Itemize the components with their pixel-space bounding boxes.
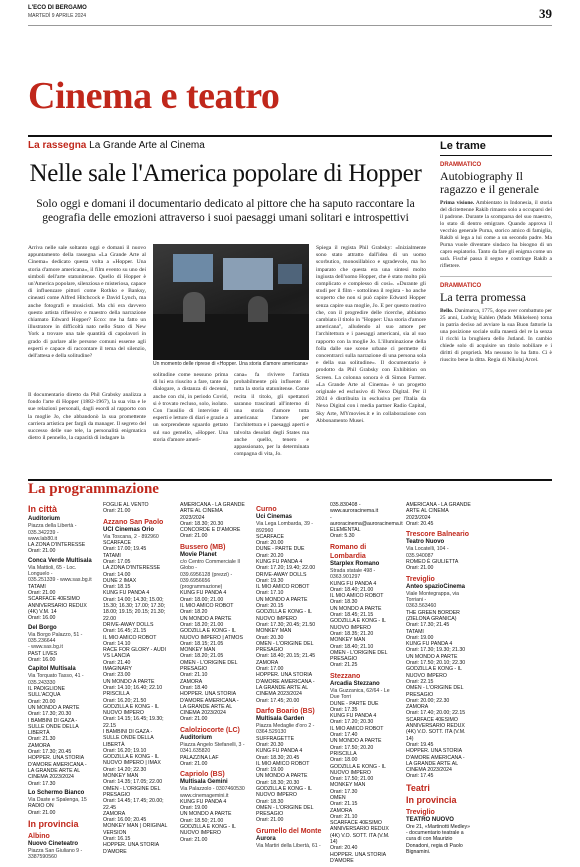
film-showtime: UN MONDO A PARTE xyxy=(330,605,382,612)
film-showtime: DRIVE-AWAY DOLLS xyxy=(256,571,307,578)
film-showtime: GODZILLA E KONG - IL NUOVO IMPERO xyxy=(256,785,312,799)
listing-column xyxy=(256,502,322,852)
film-showtime: Orari: 18.40; 20.15; 21.45 xyxy=(256,653,316,660)
sidebar-item-kicker: DRAMMATICO xyxy=(440,283,482,289)
cinema-address: www.lab80.it xyxy=(28,535,58,542)
film-showtime: MONKEY MAN xyxy=(256,628,292,635)
film-showtime: TATAMI xyxy=(406,628,424,635)
film-showtime: Orari: 21.10 xyxy=(330,813,358,820)
listing-city: Calolziocorte (LC) xyxy=(180,726,240,734)
sidebar-item-body: Bello. Danimarca, 1775, dopo aver combattuto per 25 anni, Ludvig Kahlen (Mads Mikkelsen) torna in patria deciso ad avviare la sua Buon fattorie la una posizione sociale sulla maestà del re la senza il ricchi la brughiera dello Jutland. In cambio chiede solo di acquisire un titolo nobiliare e i diritti di proprietà. Ma nessuno lo ha fatto. Ci è riuscito bene la ditta. Regia di Nikolaj Arcel. xyxy=(440,308,552,363)
film-showtime: KUNG FU PANDA 4 xyxy=(180,590,227,597)
film-showtime: Orari: 23.00 xyxy=(103,672,131,679)
film-showtime: I BAMBINI DI GAZA - SULLE ONDE DELLA LIBERTÀ xyxy=(28,717,79,737)
film-showtime: Orari: 17.35 xyxy=(330,706,358,713)
sidebar-item-kicker: DRAMMATICO xyxy=(440,162,482,168)
film-showtime: Orari: 20.40 xyxy=(330,845,358,852)
listing-city: Romano di Lombardia xyxy=(330,543,367,560)
film-showtime: KUNG FU PANDA 4 xyxy=(180,798,227,805)
film-showtime: AMERICANA - LA GRANDE ARTE AL CINEMA 2023/2024 xyxy=(406,502,471,521)
film-showtime: Orari: 18.20; 21.05 xyxy=(180,653,224,660)
film-showtime: Orari: 22.15 xyxy=(406,678,434,685)
film-showtime: OMEN - L'ORIGINE DEL PRESAGIO xyxy=(406,685,464,698)
film-showtime: Orari: 21.00 xyxy=(180,533,208,540)
listing-section-title: In città xyxy=(28,504,58,514)
film-showtime: OMEN xyxy=(330,794,346,801)
film-showtime: Orari: 19.45 xyxy=(406,741,434,748)
cinema-listing xyxy=(180,552,246,723)
film-showtime: Orari: 18.40; 21.00 xyxy=(330,586,374,593)
film-showtime: KUNG FU PANDA 4 xyxy=(406,641,453,648)
film-showtime: GODZILLA E KONG - IL NUOVO IMPERO xyxy=(180,824,236,837)
cinema-listing xyxy=(103,502,169,515)
film-showtime: ZAMORA xyxy=(28,742,51,749)
cinema-listing xyxy=(28,790,94,816)
film-showtime: Orari: 20.30 xyxy=(256,741,284,748)
film-showtime: KUNG FU PANDA 4 xyxy=(330,580,377,587)
film-showtime: Orari: 18.30 xyxy=(330,599,358,606)
cinema-address: Via Martiri della Libertà, 61 - xyxy=(256,842,321,849)
film-showtime: OMEN - L'ORIGINE DEL PRESAGIO xyxy=(330,649,388,663)
listing-column xyxy=(406,502,472,858)
film-showtime: Orari: 14.20; 22.30 xyxy=(103,766,147,773)
cinema-listing xyxy=(406,539,472,571)
film-showtime: IL MIO AMICO ROBOT xyxy=(256,760,310,767)
film-showtime: Orari: 20.30 xyxy=(256,634,284,641)
cinema-name: Teatro Nuovo xyxy=(406,539,445,546)
cinema-name: Arcadia Stezzano xyxy=(330,680,380,687)
listing-column xyxy=(103,502,169,858)
film-showtime: Orari: 20.00; 22.30 xyxy=(406,697,450,704)
film-showtime: Orari: 21.40 xyxy=(103,659,131,666)
film-showtime: DRIVE-AWAY DOLLS xyxy=(103,621,154,628)
listing-city: Grumello del Monte xyxy=(256,827,322,835)
film-showtime: Orari: 14.45; 17.45; 20.00; 22.45 xyxy=(103,798,164,811)
cinema-listing xyxy=(103,527,169,855)
listing-city: Curno xyxy=(256,506,277,513)
cinema-name: Anteo spazioCinema xyxy=(406,583,466,590)
film-showtime: Orari: 20.45 xyxy=(406,520,434,527)
film-showtime: - auroracinema@auroracinema.it xyxy=(330,514,403,527)
film-showtime: Orari: 21.00 xyxy=(406,565,434,572)
film-showtime: GODZILLA E KONG - IL NUOVO IMPERO xyxy=(256,609,312,622)
film-showtime: Orari: 18.30; 20.30 xyxy=(180,520,224,527)
film-showtime: Orari: 16.20; 19.10 xyxy=(103,747,147,754)
film-showtime: Orari: 18.15; 21.05 xyxy=(180,640,224,647)
film-showtime: 035.830408 - www.auroracinema.it xyxy=(330,502,379,515)
film-showtime: Orari: 18.30 xyxy=(256,798,284,805)
sidebar-item-title: La terra promessa xyxy=(440,290,526,304)
publication-name: L'ECO DI BERGAMO xyxy=(28,5,87,11)
film-showtime: GODZILLA E KONG - IL NUOVO IMPERO | IMAX xyxy=(103,754,161,767)
cinema-address: Via Palazzolo - 0307460530 xyxy=(180,786,245,793)
cinema-address: www.cinemagemini.it xyxy=(180,792,229,799)
listing-city: Trescore Balneario xyxy=(406,531,470,539)
film-showtime: PRISCILLA xyxy=(330,750,357,757)
article-col3: cana» fa rivivere l'artista probabilmente più influente di tutta la storia statunitense. Come recita il titolo, gli spettatori saranno trascinati all'interno di una storia d'amore tutta americana: l'amore per l'architettura e i paesaggi aperti e talvolta desolati degli States ma anche quello, tenero e appassionato, per la determinata compagna di vita, Jo. xyxy=(234,372,309,458)
film-showtime: MONKEY MAN xyxy=(103,773,139,780)
film-showtime: SCARFACE 40ESIMO xyxy=(28,596,80,603)
cinema-name: TEATRO NUOVO xyxy=(406,816,454,823)
cinema-name: Nuovo Cineteatro xyxy=(28,840,79,847)
film-showtime: Orari: 21.00 xyxy=(28,590,56,597)
film-showtime: GODZILLA E KONG - IL NUOVO IMPERO xyxy=(330,763,386,776)
film-showtime: TATAMI xyxy=(28,583,46,590)
article-col1b: Il documentario diretto da Phil Grabsky analizza a fondo l'arte di Hopper (1882-1967), la sua vita e le sue relazioni personali, dagli esordi al rapporto con la moglie Jo, che abbandonò la sua promettente carriera artistica per fargli da manager. Il segreto del successo delle sue tele, la personalità enigmatica dietro il pennello, la capacità di indagare la xyxy=(28,392,146,442)
cinema-listing xyxy=(180,502,246,540)
cinema-address: Via Mattioli, 65 - Loc. Longuelo - xyxy=(28,564,77,578)
film-showtime: MONKEY MAN xyxy=(330,637,366,644)
film-showtime: UN MONDO A PARTE xyxy=(256,773,308,780)
article-col1: Arriva nelle sale soltanto oggi e domani il nuovo appuntamento della rassegna «La Grande Arte al Cinema» dedicato questa volta a «Hopper. Una storia d'amore americana», il film evento su uno dei simboli dell'arte statunitense. Quello di Hopper è un'America popolare, silenziosa e misteriosa, capace di influenzare pittori come Rothko e Banksy, cineasti come Alfred Hitchcock e David Lynch, ma anche fotografi e musicisti. Ma chi era davvero questo artista riflessivo e maestro della narrazione chiamato Edward Hopper? Ecco: me ha fatto un illustratore in difficoltà nato nello Stato di New York a trovare una tale quantità di capolavori in grado di parlare alle persone comuni esseme agli esperti e capace di raccontare il tema del silenzio, dell'attesa e della solitudine? xyxy=(28,245,146,360)
film-showtime: KUNG FU PANDA 4 xyxy=(330,713,377,720)
film-showtime: ZAMORA xyxy=(256,659,279,666)
film-showtime: Orari: 20.20 xyxy=(256,552,284,559)
film-showtime: Orari: 18.30; 20.30 xyxy=(256,779,300,786)
film-showtime: Orari: 20.00 xyxy=(28,698,56,705)
film-showtime: OMEN - L'ORIGINE DEL PRESAGIO xyxy=(103,785,161,798)
film-showtime: IL MIO AMICO ROBOT xyxy=(103,634,157,641)
film-showtime: GODZILLA E KONG - IL NUOVO IMPERO xyxy=(330,618,386,631)
film-showtime: SCARFACE 40ESIMO ANNIVERSARIO REDUX (4K) V.O. SOTT. ITA (V.M. 14) xyxy=(330,820,390,846)
cinema-address: Piazza della Libertà - 035.342239 - xyxy=(28,523,77,536)
film-showtime: GODZILLA E KONG - IL NUOVO IMPERO xyxy=(103,703,159,717)
film-showtime: UN MONDO A PARTE xyxy=(330,738,382,745)
film-showtime: Orari: 18.15 xyxy=(103,584,131,591)
film-showtime: IL MIO AMICO ROBOT xyxy=(256,584,310,591)
film-showtime: Orari: 21.00 xyxy=(28,809,56,816)
cinema-name: Capitol Multisala xyxy=(28,666,76,673)
film-showtime: ZAMORA xyxy=(103,810,126,817)
film-showtime: Orari: 21.00 xyxy=(103,508,131,515)
film-showtime: Orari: 18.30; 20.45 xyxy=(256,754,300,761)
cinema-listing xyxy=(330,681,396,865)
cinema-name: Uci Cinemas xyxy=(256,514,293,520)
film-showtime: Orari: 21.15 xyxy=(330,801,358,808)
cinema-listing xyxy=(330,502,403,540)
film-showtime: IMAGINARY xyxy=(103,666,133,673)
film-showtime: MONKEY MAN xyxy=(330,782,366,789)
film-showtime: Orari: 21.00 xyxy=(28,548,56,555)
cinema-address: Piazza Medaglie d'oro 2 - xyxy=(256,723,315,730)
film-showtime: Orari: 20.00 xyxy=(256,540,284,547)
film-showtime: Orari: 17.30 xyxy=(330,788,358,795)
film-showtime: RADIO ON xyxy=(28,803,54,810)
film-showtime: DUNE - PARTE DUE xyxy=(330,700,379,707)
publication-date: MARTEDÌ 9 APRILE 2024 xyxy=(28,13,86,19)
film-showtime: ROMEO È GIULIETTA xyxy=(406,558,459,565)
film-showtime: MONKEY MAN xyxy=(180,647,216,654)
listing-city: Treviglio xyxy=(406,575,435,583)
cinema-name: Conca Verde Multisala xyxy=(28,557,92,564)
film-showtime: CONCORDE E D'AMORE xyxy=(180,527,241,534)
sidebar-title: Le trame xyxy=(440,135,552,156)
film-showtime: Orari: 16.00 xyxy=(28,615,56,622)
film-showtime: Orari: 21.30 xyxy=(28,736,56,743)
cinema-address: 035.251339 - www.sas.bg.it xyxy=(28,577,92,584)
film-showtime: Orari: 14.10; 16.40; 22.10 xyxy=(103,684,163,691)
film-showtime: OMEN - L'ORIGINE DEL PRESAGIO xyxy=(256,640,314,654)
cinema-name: Auditorium xyxy=(180,734,212,741)
film-showtime: Orari: 16.00 xyxy=(28,656,56,663)
cinema-listing xyxy=(256,716,322,824)
cinema-listing xyxy=(406,817,472,856)
cinema-listing xyxy=(406,584,472,780)
film-showtime: Orari: 18.50; 21.00 xyxy=(180,817,224,824)
programmazione-title: La programmazione xyxy=(28,481,159,497)
film-showtime: PALAZZINA LAF xyxy=(180,754,219,761)
film-showtime: Orari: 16.00; 20.45 xyxy=(103,817,147,824)
film-showtime: Orari: 19.00 xyxy=(256,767,284,774)
listing-city: Capriolo (BS) xyxy=(180,771,225,779)
film-showtime: TATAMI xyxy=(103,552,121,559)
film-showtime: DUNE 2 IMAX xyxy=(103,577,137,584)
listing-column xyxy=(28,502,94,864)
film-showtime: Orari: 21.00 xyxy=(180,836,208,843)
cinema-listing xyxy=(28,841,94,861)
cinema-address: Strada statale 498 - 0363.901297 xyxy=(330,567,376,581)
film-showtime: Orari: 20.15 xyxy=(256,603,284,610)
film-showtime: GODZILLA E KONG - IL NUOVO IMPERO | ATMOS xyxy=(180,628,243,641)
cinema-listing xyxy=(180,735,246,767)
kicker xyxy=(28,140,205,152)
cinema-name: Movie Planet xyxy=(180,551,217,558)
film-showtime: Orari: 21.25 xyxy=(330,662,358,669)
film-showtime: SCARFACE xyxy=(256,533,284,540)
listing-city: Treviglio xyxy=(406,808,435,816)
cinema-address: 039.6956128 (prezzi) - 039.6956656 xyxy=(180,571,233,584)
cinema-listing xyxy=(180,779,246,843)
film-showtime: Orari: 17.45 xyxy=(406,773,434,780)
cinema-address: 0341.635820 xyxy=(180,748,211,755)
film-showtime: UN MONDO A PARTE xyxy=(406,653,458,660)
film-showtime: Orari: 18.20; 21.00 xyxy=(180,621,224,628)
film-showtime: ELEMENTAL xyxy=(330,527,361,534)
film-showtime: HOPPER. UNA STORIA D'AMORE AMERICANA - LA GRANDE ARTE AL CINEMA 2023/2024 xyxy=(180,691,239,717)
listings xyxy=(28,502,552,864)
film-showtime: RACE FOR GLORY - AUDI VS LANCIA xyxy=(103,647,166,660)
film-showtime: Orari: 18.20 xyxy=(180,609,208,616)
listing-city: Stezzano xyxy=(330,672,361,680)
film-showtime: I BAMBINI DI GAZA - SULLE ONDE DELLA LIBERTÀ xyxy=(103,729,154,748)
listing-city: Bussero (MB) xyxy=(180,543,226,551)
film-showtime: Orari: 17.30 xyxy=(28,780,56,787)
cinema-name: Starplex Romano xyxy=(330,560,380,567)
film-showtime: Orari: 17.20; 19.40; 22.00 xyxy=(256,565,316,572)
film-showtime: Orari: 17.30; 20.45; 21.50 xyxy=(256,621,316,628)
cinema-address: - www.sas.bg.it xyxy=(28,644,63,651)
film-showtime: PRISCILLA xyxy=(103,691,130,698)
cinema-listing xyxy=(28,558,94,622)
cinema-address: c/o Centro Commerciale Il Globo - xyxy=(180,558,240,572)
film-showtime: Orari: 18.45; 21.15 xyxy=(330,612,374,619)
film-showtime: IL MIO AMICO ROBOT xyxy=(330,593,384,600)
cinema-name: Multisala Gemini xyxy=(180,779,228,786)
film-showtime: Orari: 17.50; 20.20 xyxy=(330,744,374,751)
listing-city: Albino xyxy=(28,832,50,840)
film-showtime: Orari: 21.00 xyxy=(180,760,208,767)
film-showtime: Orari: 18.00 xyxy=(330,757,358,764)
film-showtime: Orari: 5.30 xyxy=(330,533,355,540)
film-showtime: Orari: 17.05 xyxy=(103,558,131,565)
film-showtime: LA ZONA D'INTERESSE xyxy=(103,565,161,572)
listing-column xyxy=(180,502,246,846)
cinema-listing xyxy=(28,666,94,787)
cinema-address: Viale Montegrappa, via Torriani - xyxy=(406,590,459,604)
film-showtime: Orari: 17.40; 20.00; 22.15 xyxy=(406,710,466,717)
article-col2: solitudine come nessuno prima di lui era riuscito a fare, tante da dialogare, a distanza di decenni, anche con chi, in periodo Covid, si è trovato recluso, solo, isolato. Con l'ausilio di interviste di esperti e letture di diari e grazie a un sorprendente sguardo gettato sul suo gemello, «Hopper. Una storia d'amore ameri- xyxy=(153,372,228,443)
deck: Solo oggi e domani il documentario dedicato al pittore che ha saputo raccontare la geografia delle emozioni attraverso i suoi paesaggi umani solitari e introspettivi xyxy=(36,198,415,224)
film-showtime: AMERICANA - LA GRANDE ARTE AL CINEMA 2023/2024 xyxy=(180,502,245,521)
film-showtime: IL MIO AMICO ROBOT xyxy=(180,603,234,610)
cinema-address: Via Borgo Palazzo, 51 - 035.236644 xyxy=(28,631,83,645)
film-showtime: Orari: 18.35; 21.20 xyxy=(330,630,374,637)
film-showtime: Orari: 16.15 xyxy=(103,836,131,843)
film-showtime: Orari: 17.45; 20.00 xyxy=(256,697,300,704)
film-showtime: SCARFACE 40ESIMO ANNIVERSARIO REDUX (4K) V.O. SOTT. ITA (V.M. 14) xyxy=(406,716,466,742)
film-showtime: OMEN - L'ORIGINE DEL PRESAGIO xyxy=(180,659,238,673)
listing-section-title: Teatri xyxy=(406,782,430,793)
cinema-listing xyxy=(28,625,94,664)
cinema-address: Via Guzzanica, 62/64 - Le Due Torri xyxy=(330,687,390,701)
film-showtime: Orari: 16.45; 21.15 xyxy=(103,628,147,635)
cinema-name: Del Borgo xyxy=(28,624,57,631)
film-showtime: SUFFRAGETTE xyxy=(256,735,295,742)
kicker-label: La rassegna xyxy=(28,140,87,151)
film-showtime: Orari: 21.00 xyxy=(180,716,208,723)
headline: Nelle sale l'America popolare di Hopper xyxy=(29,160,422,187)
page-number: 39 xyxy=(539,6,552,21)
film-showtime: UN MONDO A PARTE xyxy=(28,704,80,711)
film-showtime: PAST LIVES xyxy=(28,650,58,657)
cinema-listing xyxy=(406,502,472,527)
film-showtime: Orari: 17.30; 19.30; 21.30 xyxy=(406,647,466,654)
film-showtime: Orari: 17.50; 21.00 xyxy=(330,776,374,783)
film-showtime: ZAMORA xyxy=(406,704,429,711)
film-showtime: MONKEY MAN | ORIGINAL VERSION xyxy=(103,823,168,836)
listing-section-title: In provincia xyxy=(406,794,457,805)
film-showtime: Orari: 14.00; 14.30; 15.00; 15.30; 16.30; 17.00; 17.30; 18.00; 19.15; 20.15; 21.30; 22.00 xyxy=(103,596,166,622)
article-col4: Spiega il regista Phil Grabsky: «Inizialmente sono stato attratto dall'idea di un uomo scorbutico, monosillabico e sgradevole, ma ho imparato che questa era una sintesi molto ingiusta dell'uomo Hopper, che è stato molto più complicato e complesso di così». «Durante gli studi per il film - sottolinea il regista - ho anche scoperto che non si può capire Edward Hopper senza capire sua moglie, Jo. E per questo motivo che, con il progredire delle ricerche, abbiamo cambiato il titolo in "Hopper: Una storia d'amore americana", alludendo al suo amore per l'architettura e i paesaggi americani, sia al suo rapporto con la moglie Jo. L'illuminazione della folla dalle sue scene urbane ci permette di concentrarci sulla narrazione di una persona sola e della sua solitudine». Il documentario è prodotto da Phil Grabsky con Exhibition on Screen. La colonna sonora è di Simon Farmer. «La Grande Arte al Cinema» è un progetto originale ed esclusivo di Nexo Digital. Per il 2024 è distribuita in esclusiva per l'Italia da Nexo Digital con i media partner Radio Capital, Sky Arte, MYmovies.it e in collaborazione con Abbonamento Musei. xyxy=(316,245,426,424)
film-showtime: Orari: 16.20; 21.50 xyxy=(103,697,147,704)
film-showtime: HOPPER. UNA STORIA D'AMORE xyxy=(330,851,386,864)
cinema-address: (programmazione) xyxy=(180,584,223,591)
film-showtime: Orari: 17.20; 20.30 xyxy=(330,719,374,726)
film-showtime: HOPPER. UNA STORIA D'AMORE xyxy=(103,842,159,855)
film-showtime: Orari: 19.30 xyxy=(256,577,284,584)
film-showtime: ZAMORA xyxy=(180,678,203,685)
film-showtime: ZAMORA xyxy=(330,807,353,814)
film-showtime: UN MONDO A PARTE xyxy=(256,596,308,603)
cinema-name: Lo Schermo Bianco xyxy=(28,789,85,796)
film-showtime: KUNG FU PANDA 4 xyxy=(103,590,150,597)
film-showtime: GODZILLA E KONG - IL NUOVO IMPERO xyxy=(406,666,462,679)
photo-caption: Un momento delle riprese di «Hopper. Una storia d'amore americana» xyxy=(153,361,309,367)
kicker-text: La Grande Arte al Cinema xyxy=(89,140,205,151)
film-showtime: KUNG FU PANDA 4 xyxy=(256,558,303,565)
film-showtime: ANNIVERSARIO REDUX (4K) V.M. 14 xyxy=(28,602,87,615)
film-showtime: Orari: 21.00 xyxy=(256,817,284,824)
film-showtime: UN MONDO A PARTE xyxy=(180,811,232,818)
page-header xyxy=(28,4,552,26)
sidebar-item-body: Prima visione. Ambientato in Indonesia, il storia del dicitettenne Rakib rimasto solo a occuparsi dei il padrone. Durante la scomparsa del suo maestro, lo stato di dentro emigrare. Quando approva il vecchio generale Purna, storico amico di famiglia, Rakib si lega a lui come a un secondo padre. Ma Purna vuole diventare sindaco ha bisogno di un capro espiatorio. Tanto da fare gli enigma come un sarà. Fisché passa il segno e costringe Rakib a riflettere. xyxy=(440,200,552,269)
sidebar-item-title: Autobiography Il ragazzo e il generale xyxy=(440,169,539,196)
cinema-listing xyxy=(256,836,322,850)
film-showtime: Ore 21, «Martinotti Medley» - documentario teatrale a cura di con Maurizio Donadoni, regia di Paolo Bignamini. xyxy=(406,823,471,856)
film-showtime: Orari: 14.35; 17.05; 22.00 xyxy=(103,779,163,786)
section-title: Cinema e teatro xyxy=(28,75,280,117)
film-showtime: Orari: 17.40 xyxy=(330,732,358,739)
sidebar-plots xyxy=(440,135,552,475)
cinema-address: Via Locatelli, 104 - 035.940087 xyxy=(406,546,449,559)
listing-city: Darfo Boario (BS) xyxy=(256,707,315,715)
film-showtime: Orari: 17.50; 20.10; 22.30 xyxy=(406,660,466,667)
film-showtime: LA ZONA D'INTERESSE xyxy=(28,542,86,549)
film-showtime: KUNG FU PANDA 4 xyxy=(256,748,303,755)
film-showtime: HOPPER. UNA STORIA D'AMORE AMERICANA - LA GRANDE ARTE AL CINEMA 2023/2024 xyxy=(406,748,465,774)
article-photo xyxy=(153,244,309,360)
cinema-name: UCI Cinemas Orio xyxy=(103,526,155,533)
film-showtime: Orari: 18.00; 21.00 xyxy=(180,596,224,603)
film-showtime: FOGLIE AL VENTO xyxy=(103,502,149,508)
listing-section-title: In provincia xyxy=(28,818,79,829)
cinema-address: 0363.563460 xyxy=(406,603,437,610)
film-showtime: Orari: 19.00 xyxy=(180,805,208,812)
cinema-address: Via Toscana, 2 - 892960 xyxy=(103,533,159,540)
film-showtime: UN MONDO A PARTE xyxy=(103,678,155,685)
film-showtime: Orari: 18.40 xyxy=(180,684,208,691)
cinema-listing xyxy=(330,561,396,669)
film-showtime: Orari: 14.10 xyxy=(103,640,131,647)
film-showtime: Orari: 14.00 xyxy=(103,571,131,578)
film-showtime: DUNE - PARTE DUE xyxy=(256,546,305,553)
film-showtime: Orari: 17.10 xyxy=(256,590,284,597)
film-showtime: Orari: 17.30; 20.30 xyxy=(28,711,72,718)
cinema-address: Piazza Angelo Stefanelli, 3 - xyxy=(180,741,245,748)
film-showtime: Orari: 14.15; 16.45; 19.30; 22.15 xyxy=(103,716,164,729)
cinema-name: Multisala Garden xyxy=(256,715,305,722)
cinema-name: Auditorium xyxy=(28,516,60,522)
film-showtime: Orari: 17.00; 19.45 xyxy=(103,546,147,553)
cinema-address: Via Torquato Tasso, 41 - 035.243330 xyxy=(28,673,84,686)
film-showtime: Orari: 17.00 xyxy=(256,666,284,673)
film-showtime: Orari: 17.30; 21.45 xyxy=(406,622,450,629)
film-showtime: HOPPER. UNA STORIA D'AMORE AMERICANA - LA GRANDE ARTE AL CINEMA 2023/2024 xyxy=(256,672,315,698)
cinema-address: Via Lega Lombarda, 39 - 892960 xyxy=(256,521,314,534)
cinema-listing xyxy=(256,514,322,704)
film-showtime: OMEN - L'ORIGINE DEL PRESAGIO xyxy=(256,804,314,818)
cinema-address: 0364.529130 xyxy=(256,729,287,736)
film-showtime: Orari: 17.30; 20.45 xyxy=(28,749,72,756)
cinema-name: Aurora xyxy=(256,835,276,842)
film-showtime: IL PADIGLIONE SULL'ACQUA xyxy=(28,686,65,699)
cinema-address: Piazza San Giuliano 9 - 3387590560 xyxy=(28,848,83,861)
film-showtime: Orari: 21.10 xyxy=(180,672,208,679)
film-showtime: THE GREEN BORDER (ZIELONA GRANICA) xyxy=(406,609,460,622)
listing-city: Azzano San Paolo xyxy=(103,518,164,526)
film-showtime: Orari: 18.40; 21.10 xyxy=(330,643,374,650)
cinema-listing xyxy=(28,516,94,555)
cinema-address: Via Daste e Spalenga, 15 xyxy=(28,797,87,803)
film-showtime: UN MONDO A PARTE xyxy=(180,615,232,622)
film-showtime: Orari: 19.00 xyxy=(406,634,434,641)
listing-column xyxy=(330,502,403,867)
film-showtime: SCARFACE xyxy=(103,540,131,547)
film-showtime: IL MIO AMICO ROBOT xyxy=(330,725,384,732)
film-showtime: HOPPER. UNA STORIA D'AMORE AMERICANA - LA GRANDE ARTE AL CINEMA 2023/2024 xyxy=(28,755,87,781)
